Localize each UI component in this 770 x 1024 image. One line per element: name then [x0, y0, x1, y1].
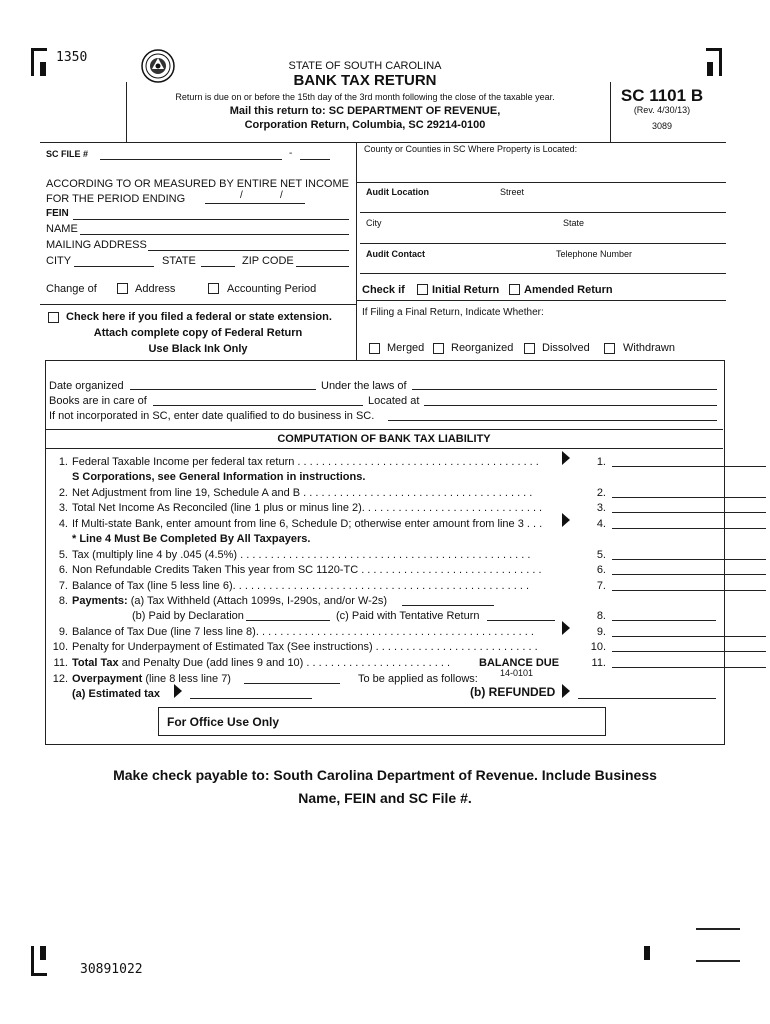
line-7-input[interactable] — [612, 590, 766, 591]
line-7-text: Balance of Tax (line 5 less line 6). . . . . . . . . . . . . . . . . . . . . . . . . . . . . . . . . . . . . . . . . . . . . . . . . — [72, 580, 530, 592]
line-9-input[interactable] — [612, 636, 766, 637]
fein-input[interactable] — [73, 219, 349, 220]
attach-federal-note: Attach complete copy of Federal Return — [93, 327, 303, 339]
county-label: County or Counties in SC Where Property is Located: — [364, 144, 578, 154]
dissolved-checkbox[interactable] — [524, 343, 535, 354]
black-ink-note: Use Black Ink Only — [148, 343, 248, 355]
line-2-row — [50, 487, 720, 501]
merged-label: Merged — [387, 342, 425, 354]
line-9-arrow-icon — [562, 621, 570, 635]
line-8b-input[interactable] — [246, 620, 330, 621]
line-5-number: 5. — [58, 549, 68, 561]
located-at-label: Located at — [368, 395, 420, 407]
line-8c-input[interactable] — [487, 620, 555, 621]
line-6-text: Non Refundable Credits Taken This year from SC 1120-TC . . . . . . . . . . . . . . . . . . . . . . . . . . . . . . — [72, 564, 542, 576]
reorganized-checkbox[interactable] — [433, 343, 444, 354]
line-5-row — [50, 549, 720, 563]
audit-contact-input[interactable] — [360, 273, 726, 274]
amended-return-checkbox[interactable] — [509, 284, 520, 295]
line-1-text: Federal Taxable Income per federal tax return . . . . . . . . . . . . . . . . . . . . . . . . . . . . . . . . . . . . . . . . — [72, 456, 539, 468]
left-section-divider — [40, 304, 356, 305]
line-8a-input[interactable] — [402, 605, 494, 606]
registration-mark-top-left-block — [40, 62, 46, 76]
registration-mark-bottom-center — [644, 946, 650, 960]
located-at-input[interactable] — [424, 405, 717, 406]
form-id: SC 1101 B — [620, 86, 704, 105]
check-if-label: Check if — [362, 284, 405, 296]
refunded-input[interactable] — [578, 698, 716, 699]
telephone-label: Telephone Number — [556, 249, 633, 259]
balance-due-label: BALANCE DUE — [479, 657, 560, 669]
change-of-label: Change of — [46, 283, 97, 295]
line-1-label: 1. — [596, 456, 606, 468]
line-1-input[interactable] — [612, 466, 766, 467]
fein-label: FEIN — [46, 208, 69, 219]
extension-label: Check here if you filed a federal or state extension. — [66, 311, 332, 323]
books-care-label: Books are in care of — [49, 395, 147, 407]
line-8c-text: (c) Paid with Tentative Return — [336, 610, 480, 622]
estimated-tax-label: (a) Estimated tax — [72, 688, 161, 700]
change-address-label: Address — [135, 283, 176, 295]
city-input[interactable] — [74, 266, 154, 267]
line-9-label: 9. — [596, 626, 606, 638]
initial-return-checkbox[interactable] — [417, 284, 428, 295]
line-11-text: and Penalty Due (add lines 9 and 10) . . . . . . . . . . . . . . . . . . . . . . . . — [121, 657, 451, 669]
estimated-tax-input[interactable] — [190, 698, 312, 699]
registration-mark-bottom-left-block — [40, 946, 46, 960]
line-8-row — [50, 595, 720, 609]
form-revision: (Rev. 4/30/13) — [633, 105, 691, 115]
registration-mark-top-left — [31, 48, 34, 76]
mailing-address-input[interactable] — [148, 250, 349, 251]
line-10-text: Penalty for Underpayment of Estimated Tax (See instructions) . . . . . . . . . . . . . . . . . . . . . . . . . . . — [72, 641, 538, 653]
period-ending-date-input[interactable]: / / — [205, 192, 305, 204]
line-4-row — [50, 518, 720, 532]
county-divider — [356, 182, 726, 183]
sc-file-suffix-input[interactable] — [300, 150, 330, 160]
line-6-number: 6. — [58, 564, 68, 576]
header-divider — [610, 82, 611, 142]
line-11-label: 11. — [591, 657, 606, 669]
street-label: Street — [500, 187, 525, 197]
date-organized-input[interactable] — [130, 389, 316, 390]
s-corp-note: S Corporations, see General Information in instructions. — [72, 471, 366, 483]
period-ending-label: FOR THE PERIOD ENDING — [46, 193, 186, 205]
under-laws-label: Under the laws of — [321, 380, 407, 392]
final-return-label: If Filing a Final Return, Indicate Whether: — [362, 307, 544, 318]
amended-return-label: Amended Return — [524, 284, 613, 296]
line-11-bold: Total Tax — [72, 657, 119, 669]
line-8-text-wrap — [72, 595, 387, 607]
dissolved-label: Dissolved — [542, 342, 590, 354]
top-box-left-border — [126, 82, 127, 142]
line-12-bold: Overpayment — [72, 673, 143, 685]
registration-mark-top-left-bar — [31, 48, 47, 51]
registration-mark-top-right-block — [707, 62, 713, 76]
registration-line-bottom-right-1 — [696, 928, 740, 930]
audit-street-input[interactable] — [360, 212, 726, 213]
line-2-text: Net Adjustment from line 19, Schedule A and B . . . . . . . . . . . . . . . . . . . . . . . . . . . . . . . . . . . . . . — [72, 487, 533, 499]
line-11-row — [50, 657, 720, 671]
line-12-text-wrap — [72, 673, 231, 685]
state-name: STATE OF SOUTH CAROLINA — [288, 60, 442, 72]
line-11-number: 11. — [53, 657, 68, 669]
line-6-label: 6. — [596, 564, 606, 576]
audit-contact-label: Audit Contact — [366, 249, 425, 259]
line-9-number: 9. — [58, 626, 68, 638]
line-4-arrow-icon — [562, 513, 570, 527]
line-4-label: 4. — [596, 518, 606, 530]
line-10-label: 10. — [590, 641, 606, 653]
line-4-input[interactable] — [612, 528, 766, 529]
check-payable-line-1: Make check payable to: South Carolina Department of Revenue. Include Business — [113, 767, 657, 783]
registration-mark-top-right-bar — [706, 48, 722, 51]
refunded-label: (b) REFUNDED — [470, 685, 556, 699]
corner-code: 1350 — [56, 50, 88, 65]
initial-return-label: Initial Return — [432, 284, 500, 296]
line-8-input[interactable] — [612, 620, 716, 621]
withdrawn-label: Withdrawn — [623, 342, 675, 354]
withdrawn-checkbox[interactable] — [604, 343, 615, 354]
state-seal-icon — [141, 49, 175, 83]
line-4-number: 4. — [58, 518, 68, 530]
line-4-note: * Line 4 Must Be Completed By All Taxpayers. — [72, 533, 311, 545]
computation-heading-top-rule — [45, 429, 723, 430]
top-box-bottom-border — [40, 142, 726, 143]
change-address-checkbox[interactable] — [117, 283, 128, 294]
line-1-row — [50, 456, 720, 470]
office-use-label: For Office Use Only — [167, 715, 280, 729]
line-3-label: 3. — [596, 502, 606, 514]
date-organized-label: Date organized — [49, 380, 124, 392]
change-accounting-period-checkbox[interactable] — [208, 283, 219, 294]
line-10-input[interactable] — [612, 651, 766, 652]
line-3-row — [50, 502, 720, 516]
name-input[interactable] — [80, 234, 349, 235]
books-care-input[interactable] — [153, 405, 363, 406]
line-9-text: Balance of Tax Due (line 7 less line 8). . . . . . . . . . . . . . . . . . . . . . . . . . . . . . . . . . . . . . . . . . . . . . — [72, 626, 534, 638]
line-5-input[interactable] — [612, 559, 766, 560]
refunded-arrow-icon — [562, 684, 570, 698]
line-2-input[interactable] — [612, 497, 766, 498]
estimated-tax-arrow-icon — [174, 684, 182, 698]
extension-checkbox[interactable] — [48, 312, 59, 323]
line-8-label: 8. — [596, 610, 606, 622]
audit-state-label: State — [563, 218, 585, 228]
barcode-text: 30891022 — [80, 962, 143, 977]
line-2-number: 2. — [58, 487, 68, 499]
line-11-text-wrap — [72, 657, 450, 669]
qualified-date-input[interactable] — [388, 420, 717, 421]
line-11-input[interactable] — [612, 667, 766, 668]
zip-input[interactable] — [296, 266, 349, 267]
audit-city-input[interactable] — [360, 243, 726, 244]
form-title: BANK TAX RETURN — [293, 72, 437, 89]
line-8b-text: (b) Paid by Declaration — [132, 610, 244, 622]
state-label: STATE — [162, 255, 196, 267]
line-10-row — [50, 641, 720, 655]
applied-as-follows: To be applied as follows: — [358, 673, 478, 685]
name-label: NAME — [46, 223, 78, 235]
mailing-address-label: MAILING ADDRESS — [46, 239, 147, 251]
sc-file-label: SC FILE # — [46, 149, 89, 159]
sc-file-input[interactable] — [100, 150, 282, 160]
center-column-divider — [356, 142, 357, 360]
line-7-row — [50, 580, 720, 594]
line-6-row — [50, 564, 720, 578]
line-12-number: 12. — [52, 673, 68, 685]
due-notice: Return is due on or before the 15th day of the 3rd month following the close of the taxable year. — [175, 92, 555, 102]
line-3-number: 3. — [58, 502, 68, 514]
check-payable-line-2: Name, FEIN and SC File #. — [298, 790, 472, 806]
line-5-label: 5. — [596, 549, 606, 561]
line-8-text: (a) Tax Withheld (Attach 1099s, I-290s, and/or W-2s) — [130, 595, 388, 607]
line-2-label: 2. — [596, 487, 606, 499]
audit-city-label: City — [366, 218, 382, 228]
form-code: 14-0101 — [500, 668, 534, 678]
city-label: CITY — [46, 255, 72, 267]
zip-label: ZIP CODE — [242, 255, 294, 267]
line-3-input[interactable] — [612, 512, 766, 513]
reorganized-label: Reorganized — [451, 342, 514, 354]
mail-line-2: Corporation Return, Columbia, SC 29214-0100 — [244, 119, 486, 131]
registration-mark-top-right — [719, 48, 722, 76]
merged-checkbox[interactable] — [369, 343, 380, 354]
not-incorporated-label: If not incorporated in SC, enter date qualified to do business in SC. — [49, 410, 375, 422]
line-3-text: Total Net Income As Reconciled (line 1 plus or minus line 2). . . . . . . . . . . . . . . . . . . . . . . . . . . . . . — [72, 502, 543, 514]
computation-heading: COMPUTATION OF BANK TAX LIABILITY — [277, 433, 491, 445]
line-1-arrow-icon — [562, 451, 570, 465]
registration-mark-bottom-left — [31, 946, 34, 976]
line-1-number: 1. — [58, 456, 68, 468]
check-if-divider — [356, 300, 726, 301]
line-12-input[interactable] — [244, 683, 340, 684]
line-6-input[interactable] — [612, 574, 766, 575]
form-number: 3089 — [651, 121, 673, 131]
registration-line-bottom-right-2 — [696, 960, 740, 962]
line-9-row — [50, 626, 720, 640]
according-label: ACCORDING TO OR MEASURED BY ENTIRE NET INCOME — [46, 178, 349, 190]
registration-mark-bottom-left-bar — [31, 973, 47, 976]
audit-location-label: Audit Location — [366, 187, 429, 197]
line-10-number: 10. — [52, 641, 68, 653]
line-8-number: 8. — [58, 595, 68, 607]
state-input[interactable] — [201, 266, 235, 267]
line-5-text: Tax (multiply line 4 by .045 (4.5%) . . . . . . . . . . . . . . . . . . . . . . . . . . . . . . . . . . . . . . . . . . . . . . . . — [72, 549, 531, 561]
line-7-number: 7. — [58, 580, 68, 592]
mail-line-1: Mail this return to: SC DEPARTMENT OF REVENUE, — [229, 105, 501, 117]
line-7-label: 7. — [596, 580, 606, 592]
change-accounting-period-label: Accounting Period — [227, 283, 317, 295]
sc-file-separator: - — [289, 148, 293, 159]
under-laws-input[interactable] — [412, 389, 717, 390]
computation-heading-bottom-rule — [45, 448, 723, 449]
line-4-text: If Multi-state Bank, enter amount from line 6, Schedule D; otherwise enter amount from line 3 . . . — [72, 518, 543, 530]
line-8-bold: Payments: — [72, 595, 128, 607]
line-12-text: (line 8 less line 7) — [145, 673, 231, 685]
